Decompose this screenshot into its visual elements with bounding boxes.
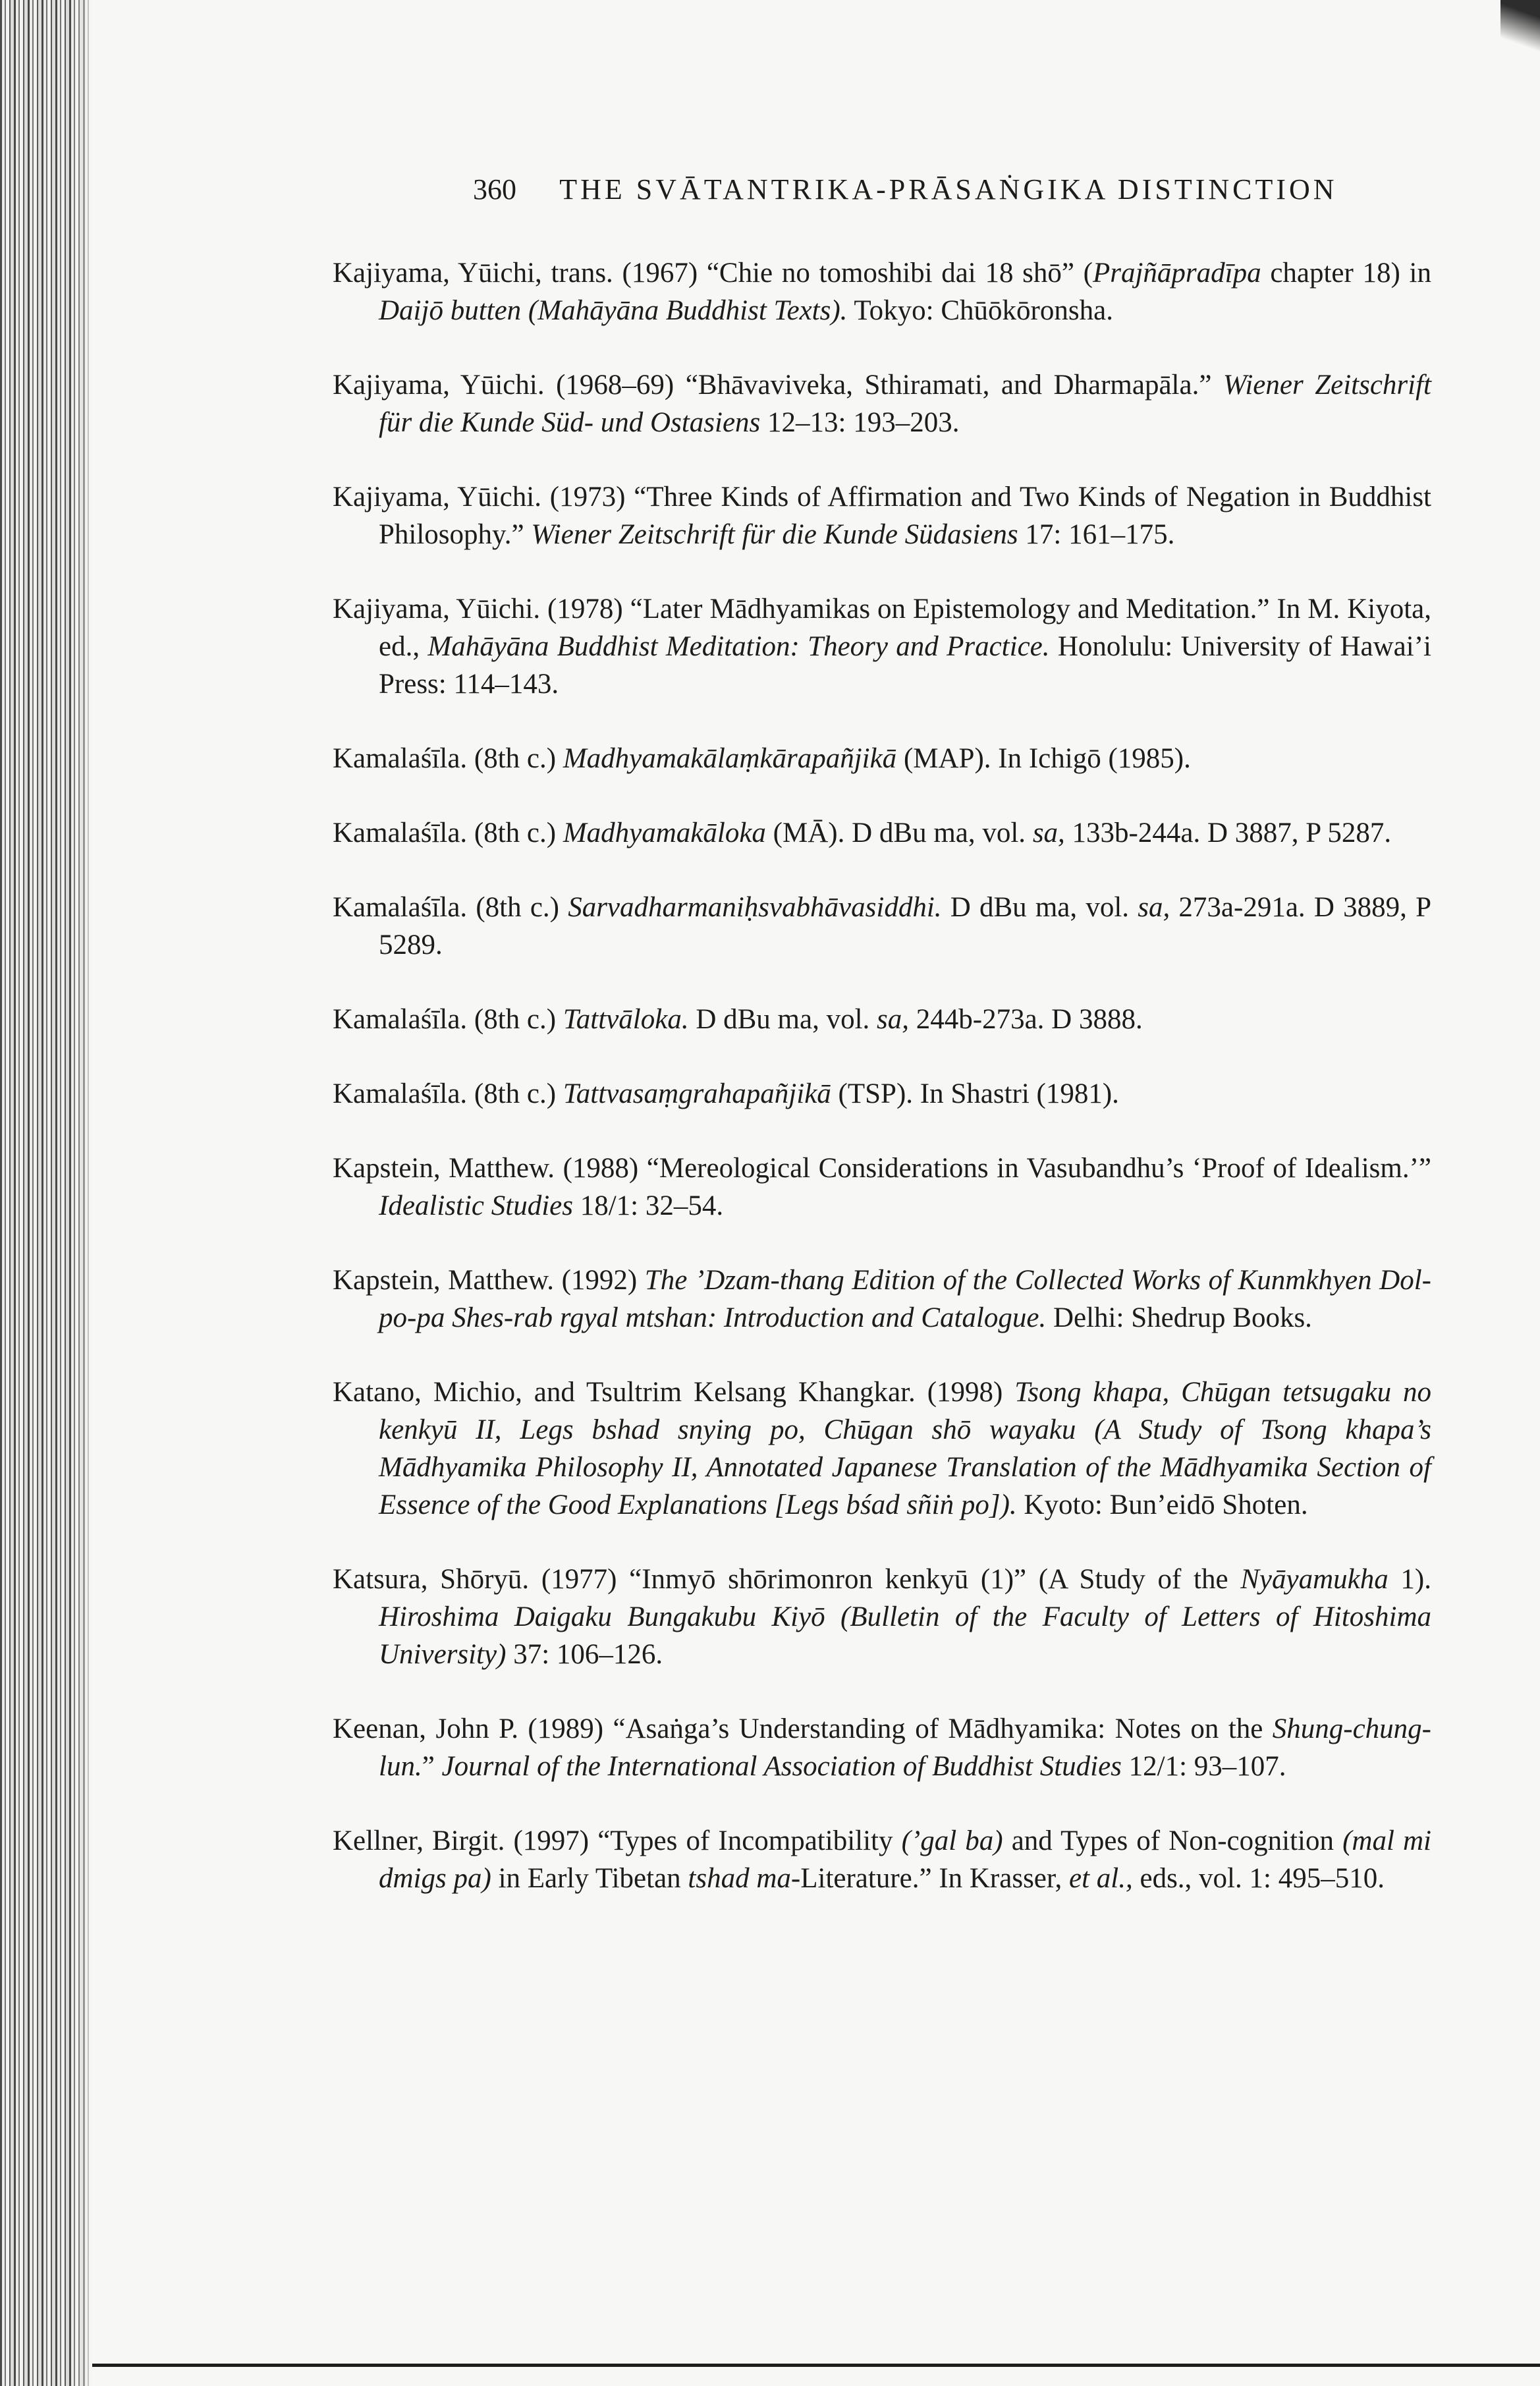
scan-corner-shadow	[1500, 0, 1540, 72]
binding-shadow	[72, 0, 99, 2386]
bibliography-entry: Kamalaśīla. (8th c.) Madhyamakāloka (MĀ). D dBu ma, vol. sa, 133b-244a. D 3887, P 5287.	[333, 818, 1392, 848]
bibliography-entry: Katano, Michio, and Tsultrim Kelsang Khangkar. (1998) Tsong khapa, Chūgan tetsugaku no kenkyū II, Legs bshad snying po, Chūgan shō wayaku (A Study of Tsong khapa’s Mādhyamika Philosophy II, Annotated Japanese Translation of the Mādhyamika Section of Essence of the Good Explanations [Legs bśad sñiṅ po]). Kyoto: Bun’eidō Shoten.	[333, 1377, 1431, 1520]
bibliography-entry: Kajiyama, Yūichi. (1968–69) “Bhāvaviveka, Sthiramati, and Dharmapāla.” Wiener Zeitschrift für die Kunde Süd- und Ostasiens 12–13: 193–203.	[333, 370, 1431, 438]
bibliography-entry: Kamalaśīla. (8th c.) Madhyamakālaṃkārapañjikā (MAP). In Ichigō (1985).	[333, 743, 1191, 774]
running-title: THE SVĀTANTRIKA-PRĀSAṄGIKA DISTINCTION	[559, 173, 1338, 206]
bibliography-entry: Kapstein, Matthew. (1988) “Mereological Considerations in Vasubandhu’s ‘Proof of Idealism.’” Idealistic Studies 18/1: 32–54.	[333, 1153, 1431, 1221]
bibliography-entry: Katsura, Shōryū. (1977) “Inmyō shōrimonron kenkyū (1)” (A Study of the Nyāyamukha 1). Hiroshima Daigaku Bungakubu Kiyō (Bulletin of the Faculty of Letters of Hitoshima University) 37: 106–126.	[333, 1564, 1431, 1670]
bibliography-list	[333, 254, 1431, 1934]
bibliography-entry: Kapstein, Matthew. (1992) The ’Dzam-thang Edition of the Collected Works of Kunmkhyen Dol-po-pa Shes-rab rgyal mtshan: Introduction and Catalogue. Delhi: Shedrup Books.	[333, 1265, 1431, 1333]
scan-bottom-edge	[92, 2364, 1540, 2367]
running-header	[473, 173, 1338, 206]
bibliography-entry: Kajiyama, Yūichi. (1973) “Three Kinds of Affirmation and Two Kinds of Negation in Buddhist Philosophy.” Wiener Zeitschrift für die Kunde Südasiens 17: 161–175.	[333, 482, 1431, 550]
bibliography-entry: Kajiyama, Yūichi. (1978) “Later Mādhyamikas on Epistemology and Meditation.” In M. Kiyota, ed., Mahāyāna Buddhist Meditation: Theory and Practice. Honolulu: University of Hawai’i Press: 114–143.	[333, 594, 1431, 700]
bibliography-entry: Kamalaśīla. (8th c.) Tattvasaṃgrahapañjikā (TSP). In Shastri (1981).	[333, 1078, 1119, 1109]
bibliography-entry: Kajiyama, Yūichi, trans. (1967) “Chie no tomoshibi dai 18 shō” (Prajñāpradīpa chapter 18) in Daijō butten (Mahāyāna Buddhist Texts). Tokyo: Chūōkōronsha.	[333, 258, 1431, 326]
bibliography-entry: Kamalaśīla. (8th c.) Tattvāloka. D dBu ma, vol. sa, 244b-273a. D 3888.	[333, 1004, 1143, 1035]
page-number: 360	[473, 173, 516, 206]
bibliography-entry: Kellner, Birgit. (1997) “Types of Incompatibility (’gal ba) and Types of Non-cognition (mal mi dmigs pa) in Early Tibetan tshad ma-Literature.” In Krasser, et al., eds., vol. 1: 495–510.	[333, 1825, 1431, 1894]
bibliography-entry: Keenan, John P. (1989) “Asaṅga’s Understanding of Mādhyamika: Notes on the Shung-chung-lun.” Journal of the International Association of Buddhist Studies 12/1: 93–107.	[333, 1713, 1431, 1782]
bibliography-entry: Kamalaśīla. (8th c.) Sarvadharmaniḥsvabhāvasiddhi. D dBu ma, vol. sa, 273a-291a. D 3889, P 5289.	[333, 892, 1431, 960]
